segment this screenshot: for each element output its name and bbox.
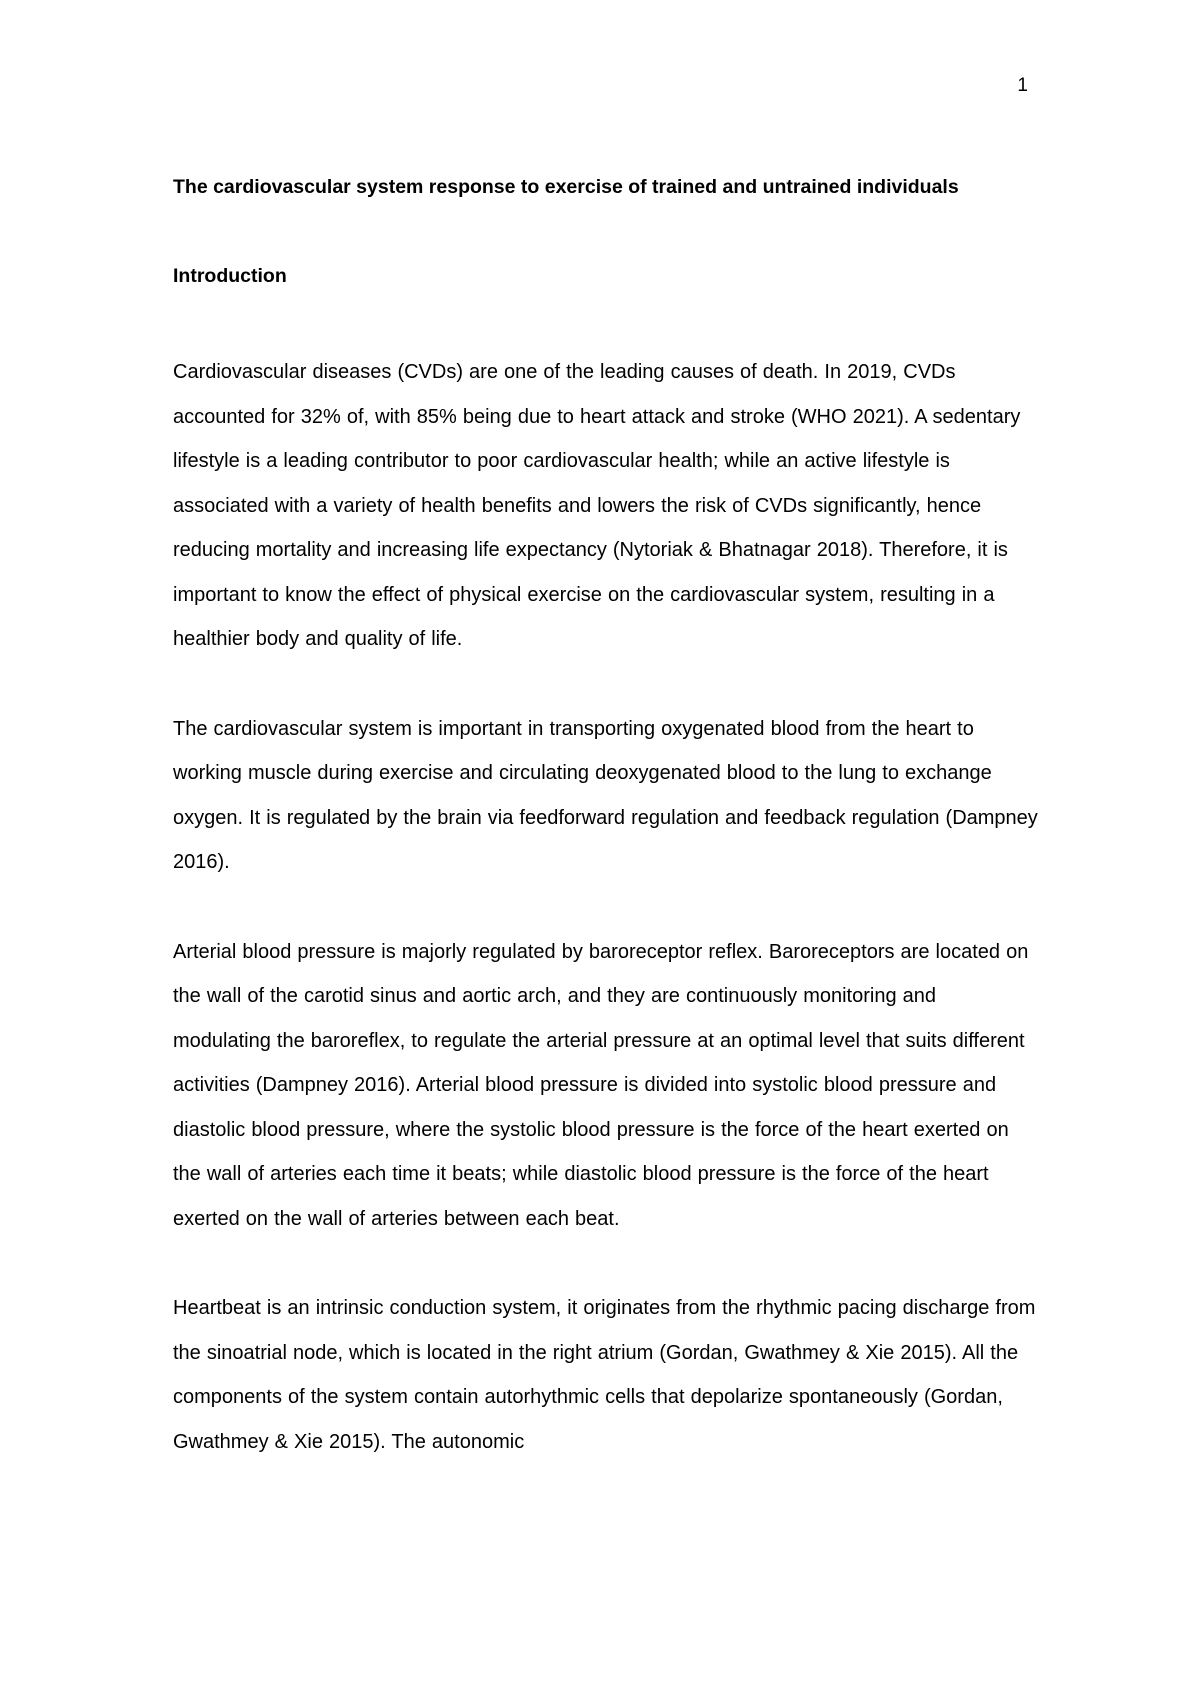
document-title: The cardiovascular system response to exercise of trained and untrained individuals xyxy=(173,176,959,198)
page-number: 1 xyxy=(1017,75,1028,96)
paragraph-arterial-blood-pressure: Arterial blood pressure is majorly regulated by baroreceptor reflex. Baroreceptors are located on the wall of the carotid sinus and aortic arch, and they are continuously monitoring and modulating the baroreflex, to regulate the arterial pressure at an optimal level that suits different activities (Dampney 2016). Arterial blood pressure is divided into systolic blood pressure and diastolic blood pressure, where the systolic blood pressure is the force of the heart exerted on the wall of arteries each time it beats; while diastolic blood pressure is the force of the heart exerted on the wall of arteries between each beat. xyxy=(173,940,1029,1230)
paragraph-cvd-overview: Cardiovascular diseases (CVDs) are one of the leading causes of death. In 2019, CVDs accounted for 32% of, with 85% being due to heart attack and stroke (WHO 2021). A sedentary lifestyle is a leading contributor to poor cardiovascular health; while an active lifestyle is associated with a variety of health benefits and lowers the risk of CVDs significantly, hence reducing mortality and increasing life expectancy (Nytoriak & Bhatnagar 2018). Therefore, it is important to know the effect of physical exercise on the cardiovascular system, resulting in a healthier body and quality of life. xyxy=(173,361,1021,650)
section-heading-introduction: Introduction xyxy=(173,265,287,287)
document-body xyxy=(173,172,1039,1509)
paragraph-heartbeat: Heartbeat is an intrinsic conduction system, it originates from the rhythmic pacing discharge from the sinoatrial node, which is located in the right atrium (Gordan, Gwathmey & Xie 2015). All the components of the system contain autorhythmic cells that depolarize spontaneously (Gordan, Gwathmey & Xie 2015). The autonomic xyxy=(173,1297,1036,1453)
paragraph-cardiovascular-system: The cardiovascular system is important in transporting oxygenated blood from the heart to working muscle during exercise and circulating deoxygenated blood to the lung to exchange oxygen. It is regulated by the brain via feedforward regulation and feedback regulation (Dampney 2016). xyxy=(173,717,1038,873)
